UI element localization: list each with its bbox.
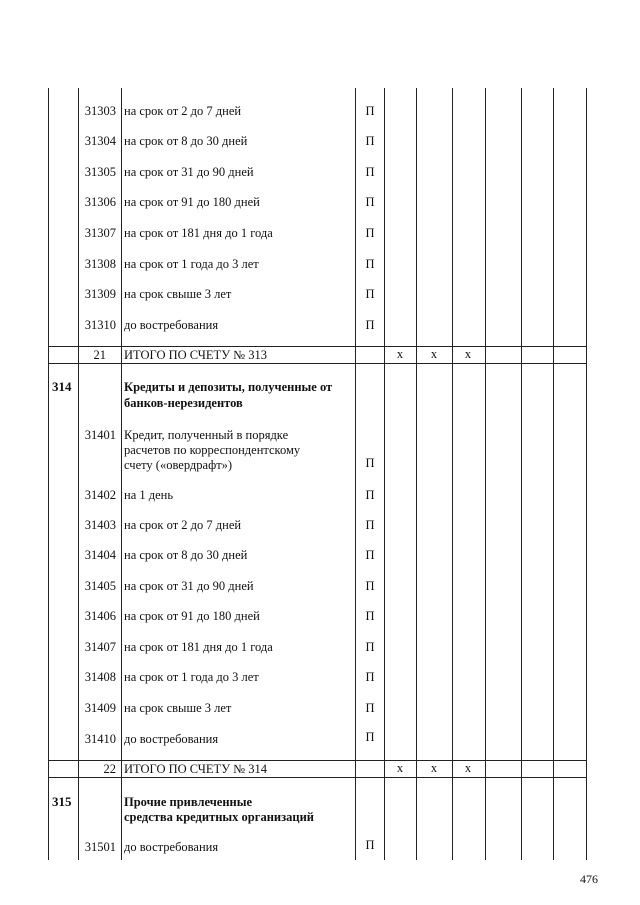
row-kind: П — [365, 518, 375, 532]
x-mark: х — [430, 761, 438, 775]
row-code: 31408 — [84, 670, 116, 684]
row-kind: П — [365, 579, 375, 593]
row-code: 31404 — [84, 548, 116, 562]
row-kind: П — [365, 488, 375, 502]
row-code: 31405 — [84, 579, 116, 593]
row-code: 31310 — [84, 318, 116, 332]
row-code: 31406 — [84, 609, 116, 623]
column-rule — [452, 88, 453, 860]
x-mark: х — [464, 761, 472, 775]
row-name: до востребования — [124, 732, 219, 746]
column-rule — [384, 88, 385, 860]
row-name: на срок свыше 3 лет — [124, 701, 232, 715]
row-name: на срок от 181 дня до 1 года — [124, 226, 273, 240]
row-name: на 1 день — [124, 488, 174, 502]
section-title: Кредиты и депозиты, полученные от — [124, 380, 333, 394]
row-rule — [48, 760, 586, 761]
column-rule — [485, 88, 486, 860]
row-kind: П — [365, 640, 375, 654]
row-code: 31409 — [84, 701, 116, 715]
row-name: на срок от 31 до 90 дней — [124, 165, 254, 179]
row-code: 31308 — [84, 257, 116, 271]
row-code: 31305 — [84, 165, 116, 179]
row-kind: П — [365, 318, 375, 332]
row-name: на срок от 8 до 30 дней — [124, 134, 248, 148]
row-name: на срок от 2 до 7 дней — [124, 104, 242, 118]
row-kind: П — [365, 701, 375, 715]
x-mark: х — [430, 347, 438, 361]
row-kind: П — [365, 104, 375, 118]
column-rule — [521, 88, 522, 860]
row-rule — [48, 346, 586, 347]
page-number: 476 — [580, 872, 598, 886]
total-name: ИТОГО ПО СЧЕТУ № 314 — [124, 762, 267, 776]
row-name: на срок от 91 до 180 дней — [124, 195, 260, 209]
row-code: 31401 — [84, 428, 116, 442]
column-rule — [416, 88, 417, 860]
row-code: 31304 — [84, 134, 116, 148]
row-name: расчетов по корреспондентскому — [124, 443, 301, 457]
section-title: банков-нерезидентов — [124, 396, 243, 410]
column-rule — [48, 88, 49, 860]
x-mark: х — [464, 347, 472, 361]
total-code: 21 — [93, 348, 106, 362]
x-mark: х — [396, 761, 404, 775]
column-rule — [121, 88, 122, 860]
row-kind: П — [365, 838, 375, 852]
section-title: Прочие привлеченные — [124, 795, 253, 809]
row-kind: П — [365, 195, 375, 209]
row-name: на срок от 31 до 90 дней — [124, 579, 254, 593]
account-number: 315 — [52, 794, 72, 809]
row-code: 31407 — [84, 640, 116, 654]
row-kind: П — [365, 257, 375, 271]
row-kind: П — [365, 670, 375, 684]
row-kind: П — [365, 730, 375, 744]
row-code: 31403 — [84, 518, 116, 532]
row-name: на срок от 1 года до 3 лет — [124, 257, 259, 271]
row-kind: П — [365, 134, 375, 148]
section-title: средства кредитных организаций — [124, 810, 314, 824]
row-code: 31309 — [84, 287, 116, 301]
row-kind: П — [365, 609, 375, 623]
row-name: на срок от 8 до 30 дней — [124, 548, 248, 562]
row-kind: П — [365, 165, 375, 179]
column-rule — [355, 88, 356, 860]
row-code: 31410 — [84, 732, 116, 746]
row-kind: П — [365, 287, 375, 301]
row-code: 31303 — [84, 104, 116, 118]
row-rule — [48, 363, 586, 364]
row-name: счету («овердрафт») — [124, 458, 233, 472]
row-kind: П — [365, 456, 375, 470]
row-name: Кредит, полученный в порядке — [124, 428, 289, 442]
row-name: на срок от 2 до 7 дней — [124, 518, 242, 532]
x-mark: х — [396, 347, 404, 361]
row-rule — [48, 777, 586, 778]
row-code: 31307 — [84, 226, 116, 240]
row-name: на срок от 181 дня до 1 года — [124, 640, 273, 654]
total-name: ИТОГО ПО СЧЕТУ № 313 — [124, 348, 267, 362]
row-code: 31501 — [84, 840, 116, 854]
row-name: до востребования — [124, 318, 219, 332]
account-number: 314 — [52, 379, 72, 394]
row-name: на срок свыше 3 лет — [124, 287, 232, 301]
total-code: 22 — [103, 762, 116, 776]
column-rule — [553, 88, 554, 860]
row-kind: П — [365, 548, 375, 562]
column-rule — [586, 88, 587, 860]
row-name: на срок от 1 года до 3 лет — [124, 670, 259, 684]
row-name: на срок от 91 до 180 дней — [124, 609, 260, 623]
row-code: 31402 — [84, 488, 116, 502]
row-kind: П — [365, 226, 375, 240]
row-name: до востребования — [124, 840, 219, 854]
row-code: 31306 — [84, 195, 116, 209]
